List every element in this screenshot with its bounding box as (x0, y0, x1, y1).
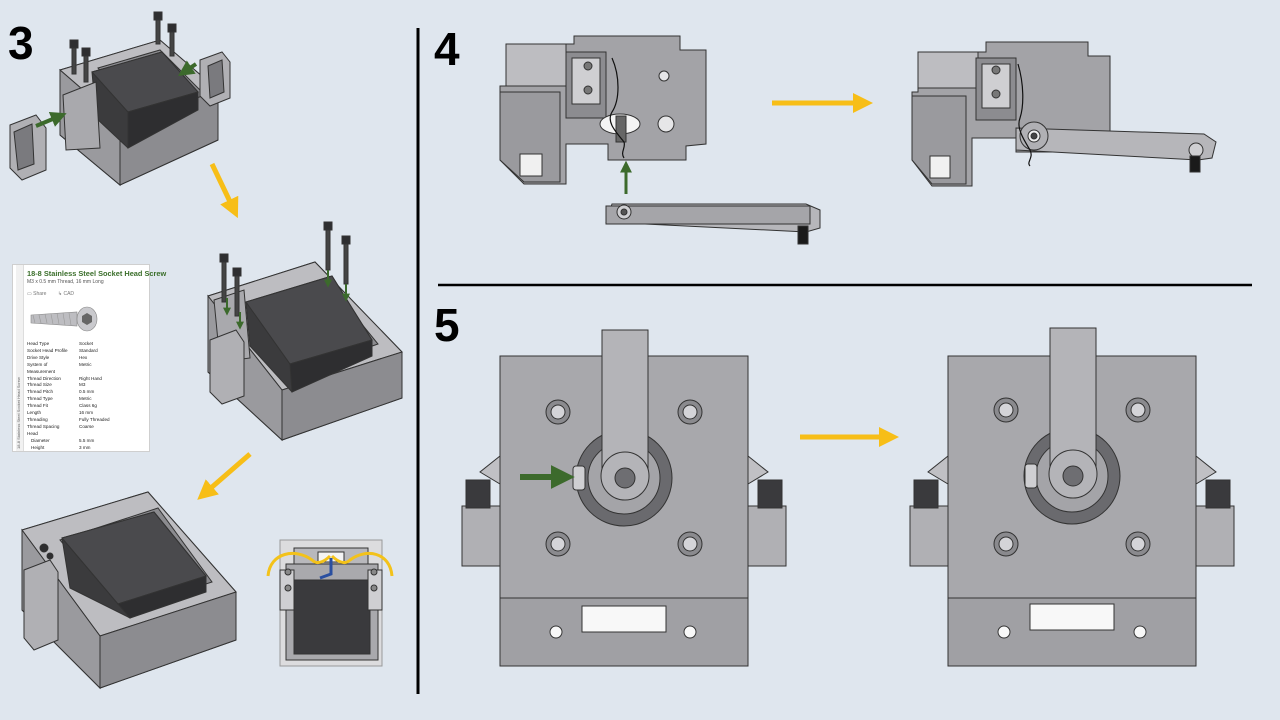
screw-image (27, 305, 99, 335)
spec-row: Thread Size M3 (27, 382, 86, 388)
spec-row: Measurement (27, 368, 56, 374)
step4-right-assembly (912, 42, 1216, 186)
share-link[interactable]: Share (33, 291, 47, 297)
spec-row: Thread Direction Right Hand (27, 375, 102, 381)
step4-left-assembly (500, 36, 706, 184)
screw-spec-card (12, 264, 167, 452)
spec-row: Head (27, 430, 38, 436)
spec-row: Diameter 5.5 mm (31, 437, 95, 443)
step-4-number: 4 (434, 23, 460, 75)
step5-left-front-view (462, 330, 786, 666)
spec-subtitle: M3 x 0.5 mm Thread, 16 mm Long (27, 279, 104, 285)
spec-title: 18-8 Stainless Steel Socket Head Screw (27, 269, 167, 278)
spec-row: Head Type Socket (27, 341, 94, 346)
step5-right-front-view (910, 328, 1234, 666)
spec-row: Socket Head Profile Standard (27, 347, 98, 353)
spec-row: Thread Type Metric (27, 396, 92, 402)
spec-row: Thread Spacing Coarse (27, 423, 94, 429)
spec-sidebar-text: 18-8 Stainless Steel Socket Head Screw (16, 377, 21, 449)
step3-yellow-arrow-down-left (204, 454, 250, 494)
cad-link[interactable]: CAD (63, 291, 75, 297)
step3-yellow-arrow-down (212, 164, 234, 210)
spec-row: Length 16 mm (27, 410, 94, 416)
cad-icon[interactable]: ↳ (57, 291, 63, 297)
step-5-number: 5 (434, 299, 460, 351)
spec-actions (27, 291, 84, 297)
step3-final-assembly (22, 492, 236, 688)
step-3-number: 3 (8, 17, 34, 69)
spec-row: System of Metric (27, 361, 92, 367)
step3-exploded-assembly (10, 12, 230, 185)
spec-row: Drive Style Hex (27, 354, 88, 360)
spec-row: Threading Fully Threaded (27, 416, 110, 422)
spec-table (27, 341, 110, 452)
spec-row: Thread Fit Class 6g (27, 403, 97, 409)
spec-row: Thread Pitch 0.5 mm (27, 389, 95, 395)
spec-row: Height 3 mm (31, 444, 91, 450)
step4-servo-horn (606, 204, 820, 244)
share-icon[interactable]: ▭ (27, 291, 32, 297)
step3-screw-assembly (208, 222, 402, 440)
